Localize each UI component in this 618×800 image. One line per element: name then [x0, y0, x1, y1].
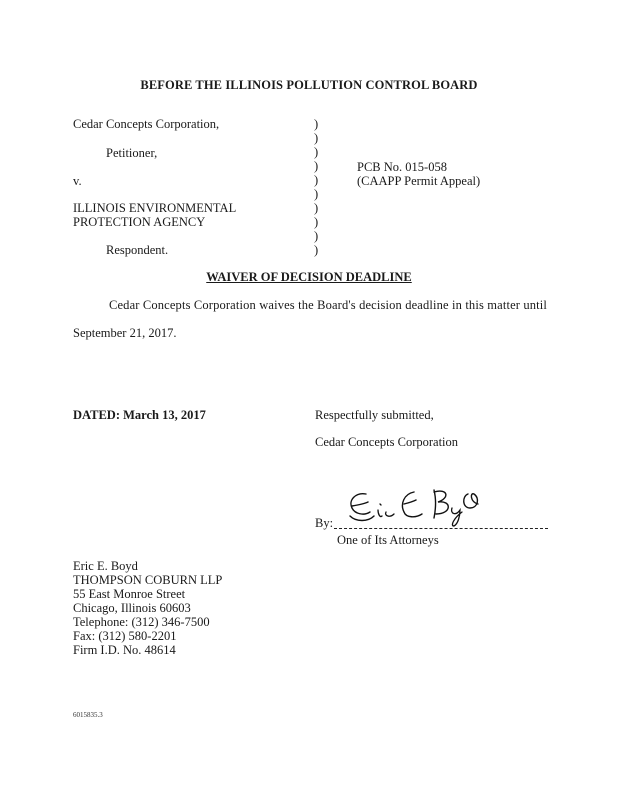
petitioner-name: Cedar Concepts Corporation, — [73, 117, 220, 131]
attorney-name: Eric E. Boyd — [73, 559, 138, 573]
attorneys-label: One of Its Attorneys — [337, 533, 439, 547]
caption-paren: ) — [314, 201, 319, 215]
document-title: BEFORE THE ILLINOIS POLLUTION CONTROL BOARD — [140, 78, 478, 92]
submitting-party: Cedar Concepts Corporation — [315, 435, 459, 449]
document-code: 6015835.3 — [73, 711, 103, 719]
versus-label: v. — [73, 174, 82, 188]
caption-paren: ) — [314, 145, 319, 159]
body-line-2: September 21, 2017. — [73, 326, 177, 340]
case-type: (CAAPP Permit Appeal) — [357, 174, 481, 188]
caption-paren: ) — [314, 159, 319, 173]
dated-line: DATED: March 13, 2017 — [73, 408, 206, 422]
body-line-1: Cedar Concepts Corporation waives the Board's decision deadline in this matter until — [109, 298, 548, 312]
respondent-line-1: ILLINOIS ENVIRONMENTAL — [73, 201, 237, 215]
attorney-firm: THOMPSON COBURN LLP — [73, 573, 223, 587]
signature-line — [334, 528, 548, 529]
attorney-fax: Fax: (312) 580-2201 — [73, 629, 177, 643]
attorney-telephone: Telephone: (312) 346-7500 — [73, 615, 210, 629]
caption-paren: ) — [314, 131, 319, 145]
caption-paren: ) — [314, 173, 319, 187]
signature-text: Eric E Boyd — [338, 527, 343, 528]
attorney-firm-id: Firm I.D. No. 48614 — [73, 643, 176, 657]
caption-paren: ) — [314, 117, 319, 131]
attorney-city: Chicago, Illinois 60603 — [73, 601, 191, 615]
respondent-line-2: PROTECTION AGENCY — [73, 215, 206, 229]
respectfully-submitted: Respectfully submitted, — [315, 408, 434, 422]
caption-paren: ) — [314, 187, 319, 201]
respondent-role: Respondent. — [106, 243, 169, 257]
caption-paren: ) — [314, 243, 319, 257]
caption-paren: ) — [314, 229, 319, 243]
attorney-street: 55 East Monroe Street — [73, 587, 186, 601]
handwritten-signature — [338, 486, 488, 528]
case-number: PCB No. 015-058 — [357, 160, 447, 174]
waiver-heading: WAIVER OF DECISION DEADLINE — [206, 270, 412, 284]
by-label: By: — [315, 516, 334, 530]
petitioner-role: Petitioner, — [106, 146, 158, 160]
caption-paren: ) — [314, 215, 319, 229]
